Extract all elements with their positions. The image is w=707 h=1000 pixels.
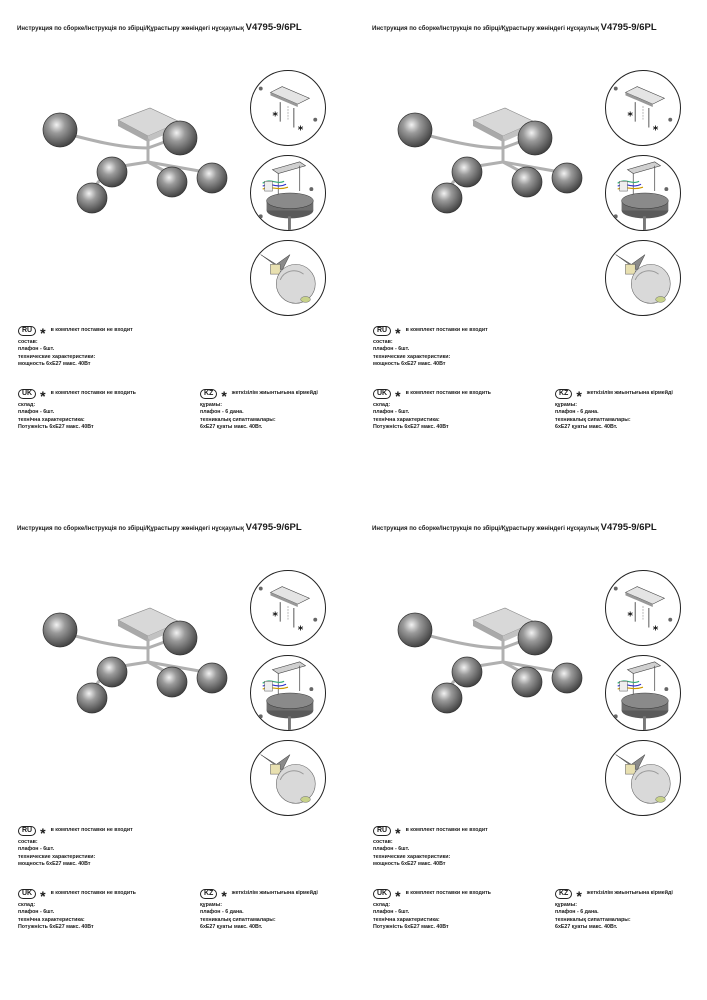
uk-language-badge: UK <box>373 389 391 399</box>
asterisk-icon: * <box>221 888 227 904</box>
ru-section <box>18 325 133 369</box>
ru-not-included-note: в комплект поставки не входит <box>50 827 133 834</box>
asterisk-icon: * <box>40 825 46 841</box>
model-number: V4795-9/6PL <box>245 22 302 33</box>
kz-spec-line: 6хЕ27 қуаты макс. 40Вт. <box>555 424 618 431</box>
step-1-mounting-bracket <box>250 570 326 646</box>
sheet-title <box>17 22 347 33</box>
kz-spec-line: техникалық сипаттамалары: <box>200 916 276 923</box>
optional-part-star: * <box>297 623 304 637</box>
optional-part-star: * <box>627 109 634 123</box>
uk-spec-line: технічна характеристика: <box>373 916 440 923</box>
ru-spec-line: плафон - 6шт. <box>373 346 410 353</box>
model-number: V4795-9/6PL <box>600 22 657 33</box>
uk-spec-line: технічна характеристика: <box>18 416 85 423</box>
kz-not-included-note: жеткізілім жиынтығына кірмейді <box>231 390 318 397</box>
step-2-wiring <box>250 155 326 231</box>
asterisk-icon: * <box>395 388 401 404</box>
instruction-sheet <box>0 0 350 495</box>
title-text: Инструкция по сборке/Інструкція по збірці/Құрастыру жөніндегі нұсқаулық <box>372 525 599 532</box>
uk-language-badge: UK <box>18 389 36 399</box>
title-text: Инструкция по сборке/Інструкція по збірці/Құрастыру жөніндегі нұсқаулық <box>17 25 244 32</box>
kz-section <box>555 888 673 932</box>
instruction-sheet <box>0 500 350 995</box>
ru-spec-line: технические характеристики: <box>373 353 451 360</box>
asterisk-icon: * <box>395 825 401 841</box>
sheet-title <box>372 22 702 33</box>
instruction-sheet <box>355 0 705 495</box>
uk-section <box>373 388 491 432</box>
kz-not-included-note: жеткізілім жиынтығына кірмейді <box>586 390 673 397</box>
ru-spec-line: плафон - 6шт. <box>18 846 55 853</box>
optional-part-star: * <box>272 609 279 623</box>
sheet-title <box>17 522 347 533</box>
optional-part-star: * <box>627 609 634 623</box>
kz-section <box>200 388 318 432</box>
step-3-shade-install <box>605 740 681 816</box>
ru-spec-line: технические характеристики: <box>18 853 96 860</box>
step-1-mounting-bracket <box>605 70 681 146</box>
step-3-shade-install <box>605 240 681 316</box>
ru-section <box>18 825 133 869</box>
asterisk-icon: * <box>395 888 401 904</box>
uk-spec-line: плафон - 6шт. <box>373 909 410 916</box>
asterisk-icon: * <box>576 888 582 904</box>
ru-spec-line: мощность 6хЕ27 макс. 40Вт <box>373 361 446 368</box>
kz-spec-line: плафон - 6 дана. <box>555 409 599 416</box>
kz-spec-line: техникалық сипаттамалары: <box>555 916 631 923</box>
uk-section <box>18 388 136 432</box>
uk-spec-line: склад: <box>373 902 391 908</box>
kz-not-included-note: жеткізілім жиынтығына кірмейді <box>231 890 318 897</box>
uk-language-badge: UK <box>373 889 391 899</box>
step-2-wiring <box>250 655 326 731</box>
kz-not-included-note: жеткізілім жиынтығына кірмейді <box>586 890 673 897</box>
lamp-illustration <box>30 600 240 730</box>
ru-spec-line: технические характеристики: <box>373 853 451 860</box>
instruction-sheet <box>355 500 705 995</box>
lamp-illustration <box>30 100 240 230</box>
ru-spec-line: плафон - 6шт. <box>18 346 55 353</box>
step-3-shade-install <box>250 740 326 816</box>
ru-not-included-note: в комплект поставки не входит <box>405 827 488 834</box>
kz-spec-line: плафон - 6 дана. <box>200 909 244 916</box>
uk-language-badge: UK <box>18 889 36 899</box>
uk-spec-line: плафон - 6шт. <box>373 409 410 416</box>
ru-spec-line: технические характеристики: <box>18 353 96 360</box>
ru-language-badge: RU <box>373 826 391 836</box>
ru-not-included-note: в комплект поставки не входит <box>50 327 133 334</box>
title-text: Инструкция по сборке/Інструкція по збірці/Құрастыру жөніндегі нұсқаулық <box>17 525 244 532</box>
uk-spec-line: склад: <box>18 902 36 908</box>
kz-spec-line: плафон - 6 дана. <box>200 409 244 416</box>
asterisk-icon: * <box>40 388 46 404</box>
kz-spec-line: техникалық сипаттамалары: <box>555 416 631 423</box>
step-2-wiring <box>605 655 681 731</box>
uk-spec-line: технічна характеристика: <box>18 916 85 923</box>
uk-not-included-note: в комплект поставки не входить <box>50 390 136 397</box>
ru-spec-line: состав: <box>373 839 393 845</box>
uk-spec-line: плафон - 6шт. <box>18 409 55 416</box>
uk-spec-line: Потужність 6хЕ27 макс. 40Вт <box>373 924 449 931</box>
uk-section <box>373 888 491 932</box>
asterisk-icon: * <box>395 325 401 341</box>
kz-language-badge: KZ <box>555 889 572 899</box>
uk-spec-line: Потужність 6хЕ27 макс. 40Вт <box>373 424 449 431</box>
lamp-illustration <box>385 600 595 730</box>
step-3-shade-install <box>250 240 326 316</box>
ru-section <box>373 825 488 869</box>
uk-spec-line: Потужність 6хЕ27 макс. 40Вт <box>18 424 94 431</box>
ru-language-badge: RU <box>373 326 391 336</box>
uk-spec-line: склад: <box>18 402 36 408</box>
step-2-wiring <box>605 155 681 231</box>
kz-section <box>200 888 318 932</box>
optional-part-star: * <box>652 123 659 137</box>
model-number: V4795-9/6PL <box>600 522 657 533</box>
ru-spec-line: плафон - 6шт. <box>373 846 410 853</box>
uk-spec-line: склад: <box>373 402 391 408</box>
kz-spec-line: плафон - 6 дана. <box>555 909 599 916</box>
ru-language-badge: RU <box>18 826 36 836</box>
kz-spec-line: құрамы: <box>555 902 577 908</box>
ru-spec-line: мощность 6хЕ27 макс. 40Вт <box>373 861 446 868</box>
ru-spec-line: состав: <box>18 339 38 345</box>
uk-not-included-note: в комплект поставки не входить <box>405 390 491 397</box>
uk-spec-line: плафон - 6шт. <box>18 909 55 916</box>
uk-not-included-note: в комплект поставки не входить <box>405 890 491 897</box>
uk-not-included-note: в комплект поставки не входить <box>50 890 136 897</box>
ru-language-badge: RU <box>18 326 36 336</box>
ru-not-included-note: в комплект поставки не входит <box>405 327 488 334</box>
optional-part-star: * <box>297 123 304 137</box>
step-1-mounting-bracket <box>605 570 681 646</box>
ru-spec-line: мощность 6хЕ27 макс. 40Вт <box>18 361 91 368</box>
kz-spec-line: 6хЕ27 қуаты макс. 40Вт. <box>200 424 263 431</box>
ru-spec-line: состав: <box>373 339 393 345</box>
kz-spec-line: құрамы: <box>555 402 577 408</box>
uk-spec-line: технічна характеристика: <box>373 416 440 423</box>
kz-spec-line: техникалық сипаттамалары: <box>200 416 276 423</box>
step-1-mounting-bracket <box>250 70 326 146</box>
kz-language-badge: KZ <box>555 389 572 399</box>
asterisk-icon: * <box>576 388 582 404</box>
lamp-illustration <box>385 100 595 230</box>
ru-spec-line: состав: <box>18 839 38 845</box>
kz-spec-line: құрамы: <box>200 402 222 408</box>
ru-section <box>373 325 488 369</box>
uk-section <box>18 888 136 932</box>
ru-spec-line: мощность 6хЕ27 макс. 40Вт <box>18 861 91 868</box>
title-text: Инструкция по сборке/Інструкція по збірці/Құрастыру жөніндегі нұсқаулық <box>372 25 599 32</box>
kz-section <box>555 388 673 432</box>
asterisk-icon: * <box>40 325 46 341</box>
asterisk-icon: * <box>40 888 46 904</box>
model-number: V4795-9/6PL <box>245 522 302 533</box>
kz-spec-line: 6хЕ27 қуаты макс. 40Вт. <box>555 924 618 931</box>
kz-language-badge: KZ <box>200 889 217 899</box>
kz-spec-line: құрамы: <box>200 902 222 908</box>
asterisk-icon: * <box>221 388 227 404</box>
kz-language-badge: KZ <box>200 389 217 399</box>
sheet-title <box>372 522 702 533</box>
uk-spec-line: Потужність 6хЕ27 макс. 40Вт <box>18 924 94 931</box>
kz-spec-line: 6хЕ27 қуаты макс. 40Вт. <box>200 924 263 931</box>
optional-part-star: * <box>652 623 659 637</box>
optional-part-star: * <box>272 109 279 123</box>
